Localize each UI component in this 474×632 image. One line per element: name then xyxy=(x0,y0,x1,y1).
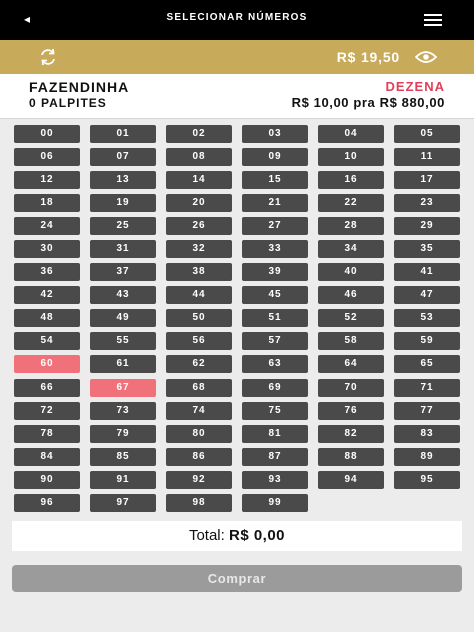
number-button[interactable]: 20 xyxy=(166,194,232,212)
page-title: SELECIONAR NÚMEROS xyxy=(166,12,308,23)
number-button[interactable]: 57 xyxy=(242,332,308,350)
number-button[interactable]: 59 xyxy=(394,332,460,350)
number-button[interactable]: 01 xyxy=(90,125,156,143)
number-button[interactable]: 67 xyxy=(90,379,156,397)
number-button[interactable]: 31 xyxy=(90,240,156,258)
number-button[interactable]: 08 xyxy=(166,148,232,166)
number-button[interactable]: 28 xyxy=(318,217,384,235)
number-button[interactable]: 91 xyxy=(90,471,156,489)
buy-button[interactable]: Comprar xyxy=(12,565,462,592)
total-panel xyxy=(12,521,462,551)
number-button[interactable]: 40 xyxy=(318,263,384,281)
number-button[interactable]: 71 xyxy=(394,379,460,397)
number-button[interactable]: 38 xyxy=(166,263,232,281)
number-button[interactable]: 04 xyxy=(318,125,384,143)
number-button[interactable]: 07 xyxy=(90,148,156,166)
number-button[interactable]: 83 xyxy=(394,425,460,443)
number-button[interactable]: 11 xyxy=(394,148,460,166)
number-button[interactable]: 52 xyxy=(318,309,384,327)
number-button[interactable]: 81 xyxy=(242,425,308,443)
number-button[interactable]: 12 xyxy=(14,171,80,189)
number-button[interactable]: 65 xyxy=(394,355,460,373)
number-button[interactable]: 86 xyxy=(166,448,232,466)
number-button[interactable]: 48 xyxy=(14,309,80,327)
number-button[interactable]: 70 xyxy=(318,379,384,397)
number-grid xyxy=(14,125,462,512)
game-name: FAZENDINHA xyxy=(29,79,130,95)
number-button[interactable]: 99 xyxy=(242,494,308,512)
number-button[interactable]: 79 xyxy=(90,425,156,443)
number-button[interactable]: 75 xyxy=(242,402,308,420)
number-button[interactable]: 18 xyxy=(14,194,80,212)
number-button[interactable]: 64 xyxy=(318,355,384,373)
number-button[interactable]: 32 xyxy=(166,240,232,258)
number-button[interactable]: 41 xyxy=(394,263,460,281)
number-button[interactable]: 05 xyxy=(394,125,460,143)
number-button[interactable]: 33 xyxy=(242,240,308,258)
number-button[interactable]: 98 xyxy=(166,494,232,512)
balance-amount: R$ 19,50 xyxy=(336,49,400,65)
number-button[interactable]: 94 xyxy=(318,471,384,489)
number-button[interactable]: 56 xyxy=(166,332,232,350)
number-button[interactable]: 47 xyxy=(394,286,460,304)
number-button[interactable]: 37 xyxy=(90,263,156,281)
number-button[interactable]: 06 xyxy=(14,148,80,166)
number-button[interactable]: 30 xyxy=(14,240,80,258)
eye-icon[interactable] xyxy=(415,50,437,64)
number-button[interactable]: 69 xyxy=(242,379,308,397)
number-button[interactable]: 90 xyxy=(14,471,80,489)
number-button[interactable]: 61 xyxy=(90,355,156,373)
number-button[interactable]: 49 xyxy=(90,309,156,327)
number-button[interactable]: 58 xyxy=(318,332,384,350)
number-button[interactable]: 51 xyxy=(242,309,308,327)
number-button[interactable]: 97 xyxy=(90,494,156,512)
number-button[interactable]: 34 xyxy=(318,240,384,258)
number-button[interactable]: 76 xyxy=(318,402,384,420)
number-button[interactable]: 00 xyxy=(14,125,80,143)
number-button[interactable]: 54 xyxy=(14,332,80,350)
number-button[interactable]: 29 xyxy=(394,217,460,235)
number-button[interactable]: 85 xyxy=(90,448,156,466)
number-button[interactable]: 53 xyxy=(394,309,460,327)
guesses-count: 0 PALPITES xyxy=(29,96,107,110)
number-button[interactable]: 21 xyxy=(242,194,308,212)
number-button[interactable]: 13 xyxy=(90,171,156,189)
total-label: Total: xyxy=(188,527,225,544)
number-button[interactable]: 93 xyxy=(242,471,308,489)
number-button[interactable]: 35 xyxy=(394,240,460,258)
total-amount: R$ 0,00 xyxy=(228,527,286,544)
number-button[interactable]: 23 xyxy=(394,194,460,212)
number-button[interactable]: 73 xyxy=(90,402,156,420)
number-button[interactable]: 80 xyxy=(166,425,232,443)
number-button[interactable]: 72 xyxy=(14,402,80,420)
number-button[interactable]: 02 xyxy=(166,125,232,143)
number-button[interactable]: 10 xyxy=(318,148,384,166)
number-button[interactable]: 62 xyxy=(166,355,232,373)
hamburger-menu-icon[interactable] xyxy=(424,14,442,26)
number-button[interactable]: 09 xyxy=(242,148,308,166)
number-button[interactable]: 95 xyxy=(394,471,460,489)
number-button[interactable]: 16 xyxy=(318,171,384,189)
number-button[interactable]: 74 xyxy=(166,402,232,420)
number-button[interactable]: 46 xyxy=(318,286,384,304)
number-button[interactable]: 88 xyxy=(318,448,384,466)
number-button[interactable]: 36 xyxy=(14,263,80,281)
refresh-icon[interactable] xyxy=(38,48,58,66)
number-button[interactable]: 78 xyxy=(14,425,80,443)
number-button[interactable]: 24 xyxy=(14,217,80,235)
number-button[interactable]: 44 xyxy=(166,286,232,304)
number-button[interactable]: 27 xyxy=(242,217,308,235)
bet-mode: DEZENA xyxy=(385,79,445,94)
top-navigation-bar xyxy=(0,0,474,40)
number-button[interactable]: 68 xyxy=(166,379,232,397)
number-button[interactable]: 84 xyxy=(14,448,80,466)
game-info-panel xyxy=(0,74,474,119)
number-button[interactable]: 96 xyxy=(14,494,80,512)
number-button[interactable]: 89 xyxy=(394,448,460,466)
number-button[interactable]: 39 xyxy=(242,263,308,281)
number-button[interactable]: 19 xyxy=(90,194,156,212)
number-button[interactable]: 25 xyxy=(90,217,156,235)
number-button[interactable]: 14 xyxy=(166,171,232,189)
number-button[interactable]: 22 xyxy=(318,194,384,212)
back-arrow-icon[interactable]: ◂ xyxy=(24,12,31,26)
number-button[interactable]: 43 xyxy=(90,286,156,304)
number-button[interactable]: 42 xyxy=(14,286,80,304)
number-button[interactable]: 26 xyxy=(166,217,232,235)
prize-info: R$ 10,00 pra R$ 880,00 xyxy=(291,95,445,110)
number-button[interactable]: 17 xyxy=(394,171,460,189)
number-button[interactable]: 03 xyxy=(242,125,308,143)
number-button[interactable]: 77 xyxy=(394,402,460,420)
number-button[interactable]: 87 xyxy=(242,448,308,466)
number-button[interactable]: 45 xyxy=(242,286,308,304)
balance-bar xyxy=(0,40,474,74)
number-button[interactable]: 50 xyxy=(166,309,232,327)
number-button[interactable]: 60 xyxy=(14,355,80,373)
number-button[interactable]: 66 xyxy=(14,379,80,397)
number-button[interactable]: 15 xyxy=(242,171,308,189)
number-button[interactable]: 82 xyxy=(318,425,384,443)
number-button[interactable]: 63 xyxy=(242,355,308,373)
number-button[interactable]: 92 xyxy=(166,471,232,489)
number-button[interactable]: 55 xyxy=(90,332,156,350)
